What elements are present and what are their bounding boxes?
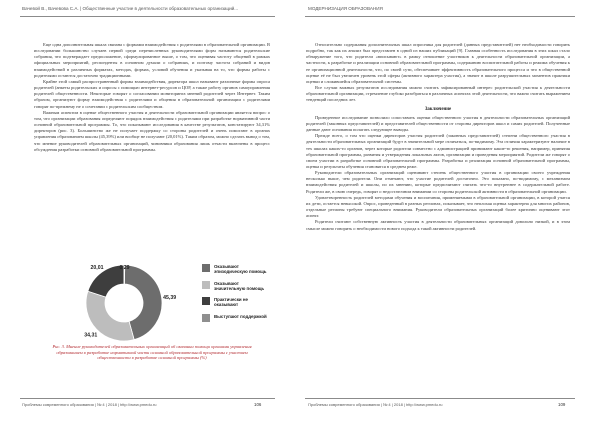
paragraph: Руководители образовательных организаций оценивают степень общественного участия в организации своего учреждения несколько выше, чем родители. Они отмечают, что участие родителей достаточно. Это показано, по-видимому, с механизмом взаимодействия родителей и школы, по их мнению, которые предпочитают считать что-то внутреннее в содержательной работе. Родители же, в свою очередь, говорят о недостаточном внимании со стороны родительской активности в образовательной организации. [306, 170, 570, 194]
footer-left: Проблемы современного образования | № 4 | 2018 | http://www.pmedu.ru [22, 402, 157, 407]
data-label: 45,39 [163, 295, 177, 302]
footer-rule-left [20, 398, 275, 399]
legend-item [202, 281, 270, 292]
paragraph: Важным аспектом в оценке общественного участия и деятельности образовательной организации является вопрос о том, что организации образования определяют порядок взаимодействия с родителями при разработке нормативной части основной образовательной программы. То, что показывают исследования в качестве результатов, констатируют 34,31% директоров (рис. 3). Большинство же не получает поддержку со стороны родителей и очень помогают в органах управления образованием школы (45,39%) или вообще не получают (20,01%). Таким образом, можно сделать вывод о том, что мнение руководителей образовательных организаций, чиновники образования лишь отчасти включены в процесс обсуждения разработки основной образовательной программы. [34, 109, 270, 152]
legend-item [202, 264, 270, 275]
paragraph: Прежде всего, о том что оценки директоров участия родителей (законных представителей) степени общественного участия в деятельности образовательных организаций будут в значительной мере отличаться, по-видимому. Эта отличия характеризуют наличие в тех школах каких-то органов, через которые родители совместно с администрацией принимают какие-то решения, например, принятия образовательной программы, развития и утверждения локальных актов, организации и проведения мероприятий. Родители же говорят о своем участии в разработке основной образовательной программы. Разработка и реализация основной образовательной программы, оценка и результаты обучения становятся в среднем реже. [306, 133, 570, 169]
right-page [300, 0, 600, 424]
legend-item [202, 314, 270, 322]
paragraph: Удовлетворенность родителей методами обучения и воспитания, применяемыми в образовательной организации, в которой учатся их дети, остается невысокой. Опрос, проведенный в разных регионах, показывает, что неплохая оценка характерна для многих районов, отдельные регионы требуют специального внимания. Руководители образовательных организаций более критично оценивают этот аспект. [306, 194, 570, 219]
paragraph: Проведенное исследование позволило сопоставить оценки общественного участия в деятельности образовательных организаций родителей (законных представителей) и представителей общественности от стороны директоров школ и самих родителей. Полученные данные дают основания полагать следующее выводы. [306, 114, 570, 133]
figure-caption: Рис. 3. Мнение руководителей образовательных организаций об оказании помощи органами управления образованием в разработке нормативной части основной образовательной программы с участием общественности в разработке основной программы (%) [52, 344, 252, 361]
data-label: 34,31 [84, 332, 98, 339]
footer-rule-right [305, 398, 575, 399]
page-number-right: 109 [558, 402, 566, 407]
legend-swatch [202, 314, 210, 322]
running-header-right: МОДЕРНИЗАЦИЯ ОБРАЗОВАНИЯ [308, 6, 383, 11]
legend-label: Выступают поддержкой [214, 313, 267, 319]
paragraph: Родители считают собственную активность участия в деятельности образовательных организаций довольно низкой, и в этом смысле можно говорить о необходимости нового подхода к такой активности родителей. [306, 219, 570, 231]
footer-right: Проблемы современного образования | № 4 | 2018 | http://www.pmedu.ru [308, 402, 443, 407]
legend-label: Оказывают эпизодическую помощь [214, 264, 267, 275]
right-body-text [306, 42, 570, 232]
left-body-text [34, 42, 270, 153]
paragraph: Крайне этой самый распространенный формы взаимодействия, директора школ называют различные формы опроса родителей (анкеты родительских и опросы с помощью интернет-ресурсов и ЦОР, а также работу органов самоуправления родителей общественности. Некоторые говорят о согласовании мониторинга мнений родителей через Интернет. Таким образом, организуют форму взаимодействия с родителями и общения в образовательной организации с родителями говорят по-прежнему не о сочетании с родительским сообществом. [34, 78, 270, 109]
header-rule-left [20, 16, 275, 17]
donut-chart-figure [34, 262, 270, 342]
legend-swatch [202, 297, 210, 305]
paragraph: Все случаи важных результатов исследования можно считать зафиксированный интерес родительской участия к деятельности образовательной организации, стремление глубоко разобраться в различных аспектах этой деятельности, что важно считать выражением тенденций последних лет. [306, 85, 570, 103]
legend-swatch [202, 281, 210, 289]
paragraph: Относительно содержания дополнительных шкал опросника для родителей (данных представителей) нет необходимости говорить подробно, так как их анализ был представлен в одной из наших публикаций [9]. Главная особенность исследования в этих шкал стало обнаружение того, что родители «вписывают» в рамку отношение участников к деятельности образовательной организации, а частности, к разработке и реализации основной образовательной программы, содержанию воспитательной работы и режима обучения к ее организационной деятельности, что, по своей сути, обеспечивает эффективность образовательного процесса и что в общественной оценке её не был увеличен уровень этой сферы (активного характера участия), а значит в школе разрушительных моментов практики оценки и сложившейся образовательной системы. [306, 42, 570, 84]
legend-label: Оказывают значительную помощь [214, 280, 265, 291]
paragraph: Еще одна дополнительная шкала связана с формами взаимодействия с родителями в образовательной организации. В исследовании большинство случаев первой среди перечисленных руководителями форм называются родительские собрания, что подтверждает предположение, сформулированное выше, о том, что оценивая частоту общений в рамках официальных мероприятий, респонденты в основном думали о собраниях, и поэтому частота собраний и видов взаимодействий в различных форматах, методах, формах, условий обучения и указывая на то, что формы работы с родителями остаются достаточно традиционными. [34, 42, 270, 78]
legend-label: Практически не оказывают [214, 297, 248, 308]
header-rule-right [305, 16, 575, 17]
data-label: 20,01 [90, 264, 104, 271]
data-label: 0,29 [119, 264, 130, 271]
section-heading-conclusion: Заключение [424, 106, 452, 112]
running-header-left: Вачевой В., Вачевова С.А. | Общественные участие в деятельности образовательных организаций... [22, 6, 239, 11]
page-number-left: 106 [254, 402, 262, 407]
legend-swatch [202, 264, 210, 272]
legend-item [202, 297, 270, 308]
chart-legend [202, 264, 270, 328]
